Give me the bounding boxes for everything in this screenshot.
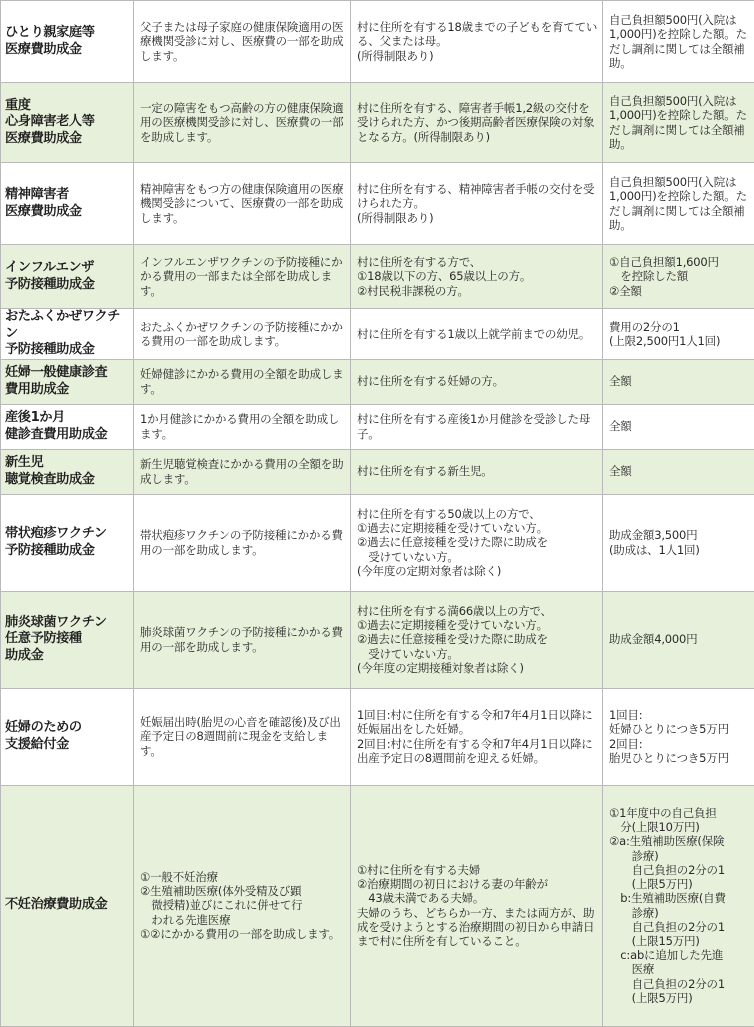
subsidy-eligibility: 1回目:村に住所を有する令和7年4月1日以降に妊娠届出をした妊婦。 2回目:村に住所を有する令和7年4月1日以降に出産予定日の8週間前を迎える妊婦。 xyxy=(351,688,603,785)
subsidy-name: 重度 心身障害老人等 医療費助成金 xyxy=(1,83,134,163)
subsidy-content: 肺炎球菌ワクチンの予防接種にかかる費用の一部を助成します。 xyxy=(134,591,351,688)
table-row xyxy=(1,245,754,309)
subsidy-content: 妊娠届出時(胎児の心音を確認後)及び出産予定日の8週間前に現金を支給します。 xyxy=(134,688,351,785)
subsidy-eligibility: 村に住所を有する50歳以上の方で、 ①過去に定期接種を受けていない方。 ②過去に任意接種を受けた際に助成を 受けていない方。 (今年度の定期対象者は除く) xyxy=(351,494,603,591)
subsidy-amount: 費用の2分の1 (上限2,500円1人1回) xyxy=(603,309,754,360)
subsidy-eligibility: 村に住所を有する、障害者手帳1,2級の交付を受けられた方、かつ後期高齢者医療保険の対象となる方。(所得制限あり) xyxy=(351,83,603,163)
subsidy-eligibility: 村に住所を有する、精神障害者手帳の交付を受けられた方。 (所得制限あり) xyxy=(351,163,603,245)
table-row xyxy=(1,449,754,494)
subsidy-amount: 自己負担額500円(入院は1,000円)を控除した額。ただし調剤に関しては全額補助。 xyxy=(603,1,754,83)
subsidy-eligibility: 村に住所を有する新生児。 xyxy=(351,449,603,494)
subsidy-amount: 全額 xyxy=(603,449,754,494)
table-row xyxy=(1,404,754,449)
table-row xyxy=(1,1,754,83)
subsidy-amount: 1回目: 妊婦ひとりにつき5万円 2回目: 胎児ひとりにつき5万円 xyxy=(603,688,754,785)
subsidy-content: おたふくかぜワクチンの予防接種にかかる費用の一部を助成します。 xyxy=(134,309,351,360)
subsidy-amount: 自己負担額500円(入院は1,000円)を控除した額。ただし調剤に関しては全額補助。 xyxy=(603,83,754,163)
subsidy-amount: ①自己負担額1,600円 を控除した額 ②全額 xyxy=(603,245,754,309)
subsidy-content: 新生児聴覚検査にかかる費用の全額を助成します。 xyxy=(134,449,351,494)
subsidy-eligibility: ①村に住所を有する夫婦 ②治療期間の初日における妻の年齢が 43歳未満である夫婦。 夫婦のうち、どちらか一方、または両方が、助成を受けようとする治療期間の初日から申請日まで村に住所を有していること。 xyxy=(351,785,603,1026)
subsidy-eligibility: 村に住所を有する1歳以上就学前までの幼児。 xyxy=(351,309,603,360)
subsidy-name: インフルエンザ 予防接種助成金 xyxy=(1,245,134,309)
subsidy-content: 妊婦健診にかかる費用の全額を助成します。 xyxy=(134,359,351,404)
subsidy-name: 肺炎球菌ワクチン 任意予防接種 助成金 xyxy=(1,591,134,688)
subsidy-name: ひとり親家庭等 医療費助成金 xyxy=(1,1,134,83)
subsidy-name: おたふくかぜワクチン 予防接種助成金 xyxy=(1,309,134,360)
table-row xyxy=(1,83,754,163)
subsidy-content: 精神障害をもつ方の健康保険適用の医療機関受診について、医療費の一部を助成します。 xyxy=(134,163,351,245)
subsidy-content: 父子または母子家庭の健康保険適用の医療機関受診に対し、医療費の一部を助成します。 xyxy=(134,1,351,83)
subsidy-name: 帯状疱疹ワクチン 予防接種助成金 xyxy=(1,494,134,591)
subsidy-content: 帯状疱疹ワクチンの予防接種にかかる費用の一部を助成します。 xyxy=(134,494,351,591)
table-row xyxy=(1,494,754,591)
subsidy-content: ①一般不妊治療 ②生殖補助医療(体外受精及び顕 微授精)並びにこれに併せて行 われる先進医療 ①②にかかる費用の一部を助成します。 xyxy=(134,785,351,1026)
subsidy-name: 妊婦一般健康診査 費用助成金 xyxy=(1,359,134,404)
subsidy-amount: ①1年度中の自己負担 分(上限10万円) ②a:生殖補助医療(保険 診療) 自己負担の2分の1 (上限5万円) b:生殖補助医療(自費 診療) 自己負担の2分の1 (上限15万円) c:abに追加した先進 医療 自己負担の2分の1 (上限5万円) xyxy=(603,785,754,1026)
table-row xyxy=(1,163,754,245)
subsidy-amount: 全額 xyxy=(603,404,754,449)
subsidy-amount: 全額 xyxy=(603,359,754,404)
subsidy-content: 一定の障害をもつ高齢の方の健康保険適用の医療機関受診に対し、医療費の一部を助成します。 xyxy=(134,83,351,163)
subsidy-eligibility: 村に住所を有する産後1か月健診を受診した母子。 xyxy=(351,404,603,449)
subsidy-eligibility: 村に住所を有する18歳までの子どもを育てている、父または母。 (所得制限あり) xyxy=(351,1,603,83)
subsidy-eligibility: 村に住所を有する妊婦の方。 xyxy=(351,359,603,404)
table-row xyxy=(1,359,754,404)
subsidy-amount: 助成金額4,000円 xyxy=(603,591,754,688)
table-row xyxy=(1,309,754,360)
subsidy-name: 妊婦のための 支援給付金 xyxy=(1,688,134,785)
subsidy-content: 1か月健診にかかる費用の全額を助成します。 xyxy=(134,404,351,449)
subsidy-eligibility: 村に住所を有する方で、 ①18歳以下の方、65歳以上の方。 ②村民税非課税の方。 xyxy=(351,245,603,309)
subsidy-name: 不妊治療費助成金 xyxy=(1,785,134,1026)
subsidy-amount: 自己負担額500円(入院は1,000円)を控除した額。ただし調剤に関しては全額補助。 xyxy=(603,163,754,245)
subsidy-name: 産後1か月 健診査費用助成金 xyxy=(1,404,134,449)
subsidy-name: 精神障害者 医療費助成金 xyxy=(1,163,134,245)
subsidy-name: 新生児 聴覚検査助成金 xyxy=(1,449,134,494)
subsidy-amount: 助成金額3,500円 (助成は、1人1回) xyxy=(603,494,754,591)
table-row xyxy=(1,591,754,688)
subsidy-eligibility: 村に住所を有する満66歳以上の方で、 ①過去に定期接種を受けていない方。 ②過去に任意接種を受けた際に助成を 受けていない方。 (今年度の定期接種対象者は除く) xyxy=(351,591,603,688)
table-row xyxy=(1,688,754,785)
table-row xyxy=(1,785,754,1026)
subsidy-content: インフルエンザワクチンの予防接種にかかる費用の一部または全部を助成します。 xyxy=(134,245,351,309)
